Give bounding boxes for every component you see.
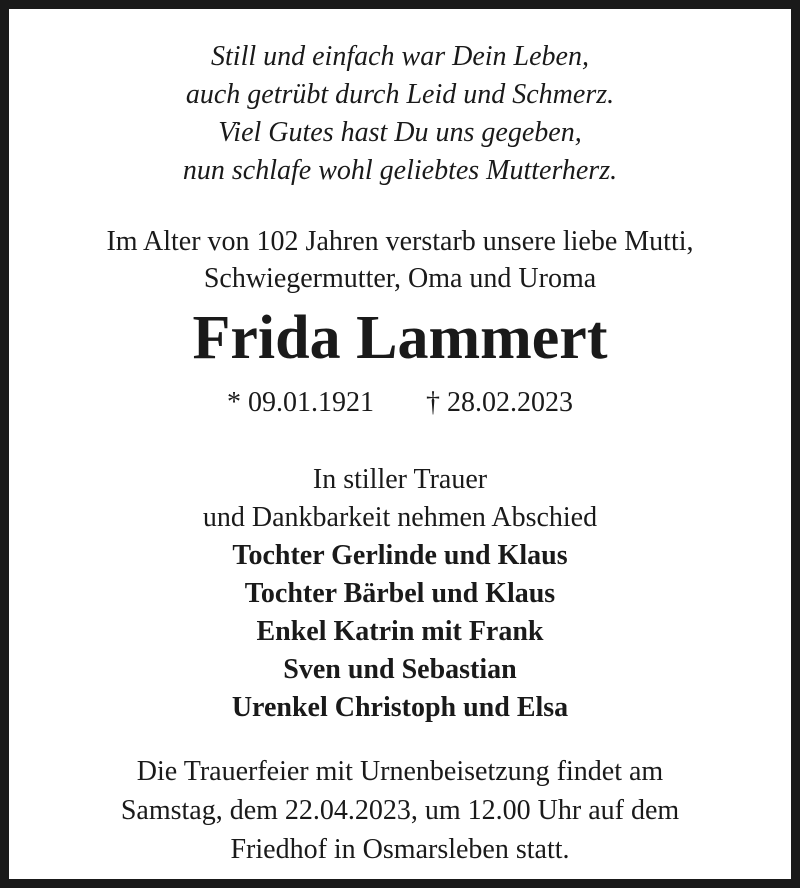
death-announcement <box>18 223 782 297</box>
memorial-poem <box>18 38 782 190</box>
family-member: Tochter Bärbel und Klaus <box>244 578 556 609</box>
mourning-line: und Dankbarkeit nehmen Abschied <box>202 502 598 533</box>
family-member: Tochter Gerlinde und Klaus <box>232 540 568 571</box>
poem-line: nun schlafe wohl geliebtes Mutterherz. <box>182 155 618 186</box>
life-dates <box>18 384 782 422</box>
mourning-line: In stiller Trauer <box>312 464 488 495</box>
poem-line: Viel Gutes hast Du uns gegeben, <box>218 117 582 148</box>
announcement-line: Schwiegermutter, Oma und Uroma <box>203 263 597 294</box>
funeral-notice <box>18 752 782 869</box>
obituary-content <box>18 18 782 870</box>
family-member: Urenkel Christoph und Elsa <box>231 692 569 723</box>
birth-date: * 09.01.1921 <box>227 387 374 418</box>
poem-line: Still und einfach war Dein Leben, <box>211 41 589 72</box>
deceased-name: Frida Lammert <box>192 304 608 372</box>
family-member: Sven und Sebastian <box>283 654 517 685</box>
announcement-line: Im Alter von 102 Jahren verstarb unsere liebe Mutti, <box>106 226 694 257</box>
funeral-line: Friedhof in Osmarsleben statt. <box>230 834 570 865</box>
funeral-line: Samstag, dem 22.04.2023, um 12.00 Uhr auf dem <box>120 795 680 826</box>
poem-line: auch getrübt durch Leid und Schmerz. <box>185 79 615 110</box>
mourners-section <box>18 461 782 727</box>
death-date: † 28.02.2023 <box>426 387 573 418</box>
funeral-line: Die Trauerfeier mit Urnenbeisetzung findet am <box>136 756 664 787</box>
family-member: Enkel Katrin mit Frank <box>256 616 544 647</box>
